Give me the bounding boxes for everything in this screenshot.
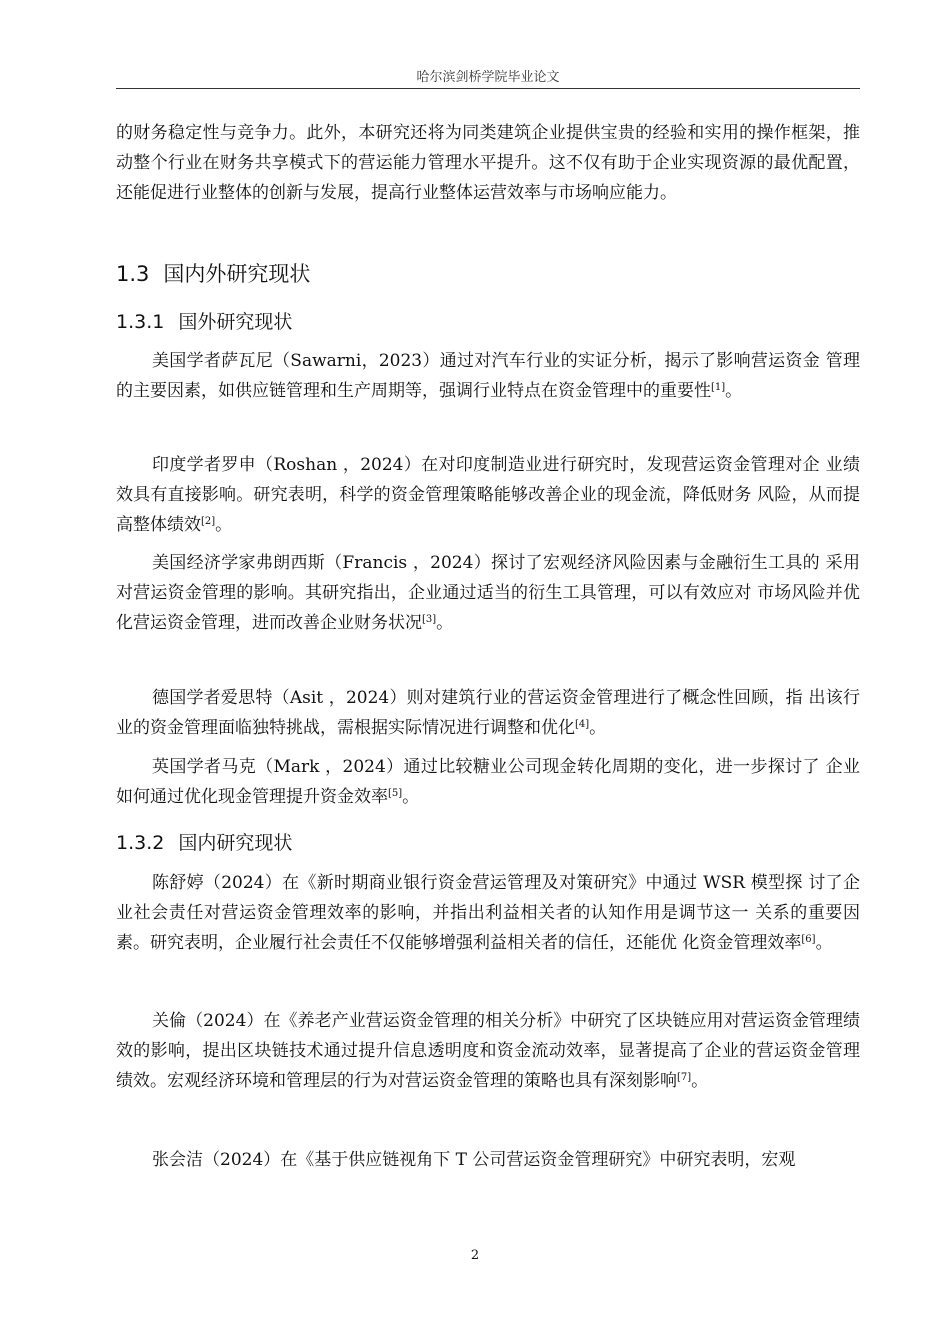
foreign-paragraph-5: [116, 752, 860, 812]
paragraph-end: 。: [402, 787, 420, 807]
subsection-number: 1.3.1: [116, 311, 165, 333]
subsection-heading-domestic: [116, 828, 292, 855]
paragraph-end: 。: [215, 515, 233, 535]
domestic-paragraph-1: [116, 868, 860, 958]
foreign-paragraph-1: [116, 346, 860, 406]
paragraph-end: 。: [815, 933, 833, 953]
paragraph-text: 英国学者马克（Mark ，2024）通过比较糖业公司现金转化周期的变化，进一步探讨了 企业如何通过优化现金管理提升资金效率: [116, 757, 860, 807]
foreign-paragraph-4: [116, 683, 860, 743]
paragraph-text: 关倫（2024）在《养老产业营运资金管理的相关分析》中研究了区块链应用对营运资金管理绩效的影响，提出区块链技术通过提升信息透明度和资金流动效率，显著提高了企业的营运资金管理绩效。宏观经济环境和管理层的行为对营运资金管理的策略也具有深刻影响: [116, 1011, 860, 1091]
paragraph-end: 。: [725, 381, 743, 401]
citation-ref: [3]: [422, 614, 437, 625]
paragraph-text: 印度学者罗申（Roshan ，2024）在对印度制造业进行研究时，发现营运资金管理对企 业绩效具有直接影响。研究表明，科学的资金管理策略能够改善企业的现金流，降低财务 风险，从而提高整体绩效: [116, 455, 860, 535]
citation-ref: [6]: [801, 934, 816, 945]
header-rule: [116, 88, 860, 89]
citation-ref: [1]: [711, 382, 726, 393]
domestic-paragraph-2: [116, 1006, 860, 1096]
subsection-heading-foreign: [116, 307, 292, 334]
foreign-paragraph-3: [116, 548, 860, 638]
foreign-paragraph-2: [116, 450, 860, 540]
paragraph-end: 。: [436, 613, 454, 633]
intro-paragraph: [116, 118, 860, 208]
citation-ref: [4]: [575, 719, 590, 730]
paragraph-text: 德国学者爱思特（Asit ，2024）则对建筑行业的营运资金管理进行了概念性回顾，指 出该行业的资金管理面临独特挑战，需根据实际情况进行调整和优化: [116, 688, 860, 738]
paragraph-text: 美国经济学家弗朗西斯（Francis ，2024）探讨了宏观经济风险因素与金融衍生工具的 采用对营运资金管理的影响。其研究指出，企业通过适当的衍生工具管理，可以有效应对 市场风险并优化营运资金管理，进而改善企业财务状况: [116, 553, 860, 633]
subsection-title: 国内研究现状: [178, 832, 293, 854]
paragraph-text: 张会洁（2024）在《基于供应链视角下 T 公司营运资金管理研究》中研究表明，宏观: [152, 1150, 796, 1170]
subsection-title: 国外研究现状: [178, 311, 293, 333]
subsection-number: 1.3.2: [116, 832, 165, 854]
section-number: 1.3: [116, 262, 150, 286]
paragraph-text: 陈舒婷（2024）在《新时期商业银行资金营运管理及对策研究》中通过 WSR 模型探 讨了企业社会责任对营运资金管理效率的影响，并指出利益相关者的认知作用是调节这一 关系的重要因素。研究表明，企业履行社会责任不仅能够增强利益相关者的信任，还能优 化资金管理效率: [116, 873, 860, 953]
paragraph-end: 。: [589, 718, 607, 738]
page-number: 2: [470, 1248, 480, 1263]
citation-ref: [5]: [388, 788, 403, 799]
section-title: 国内外研究现状: [163, 262, 311, 286]
paragraph-text: 的财务稳定性与竞争力。此外，本研究还将为同类建筑企业提供宝贵的经验和实用的操作框架，推动整个行业在财务共享模式下的营运能力管理水平提升。这不仅有助于企业实现资源的最优配置，还能促进行业整体的创新与发展，提高行业整体运营效率与市场响应能力。: [116, 123, 860, 203]
section-heading: [116, 258, 310, 288]
paragraph-text: 美国学者萨瓦尼（Sawarni，2023）通过对汽车行业的实证分析，揭示了影响营运资金 管理的主要因素，如供应链管理和生产周期等，强调行业特点在资金管理中的重要性: [116, 351, 860, 401]
paragraph-end: 。: [691, 1071, 709, 1091]
citation-ref: [7]: [677, 1072, 692, 1083]
running-header: 哈尔滨剑桥学院毕业论文: [416, 70, 560, 85]
citation-ref: [2]: [201, 516, 216, 527]
domestic-paragraph-3: [116, 1145, 860, 1175]
